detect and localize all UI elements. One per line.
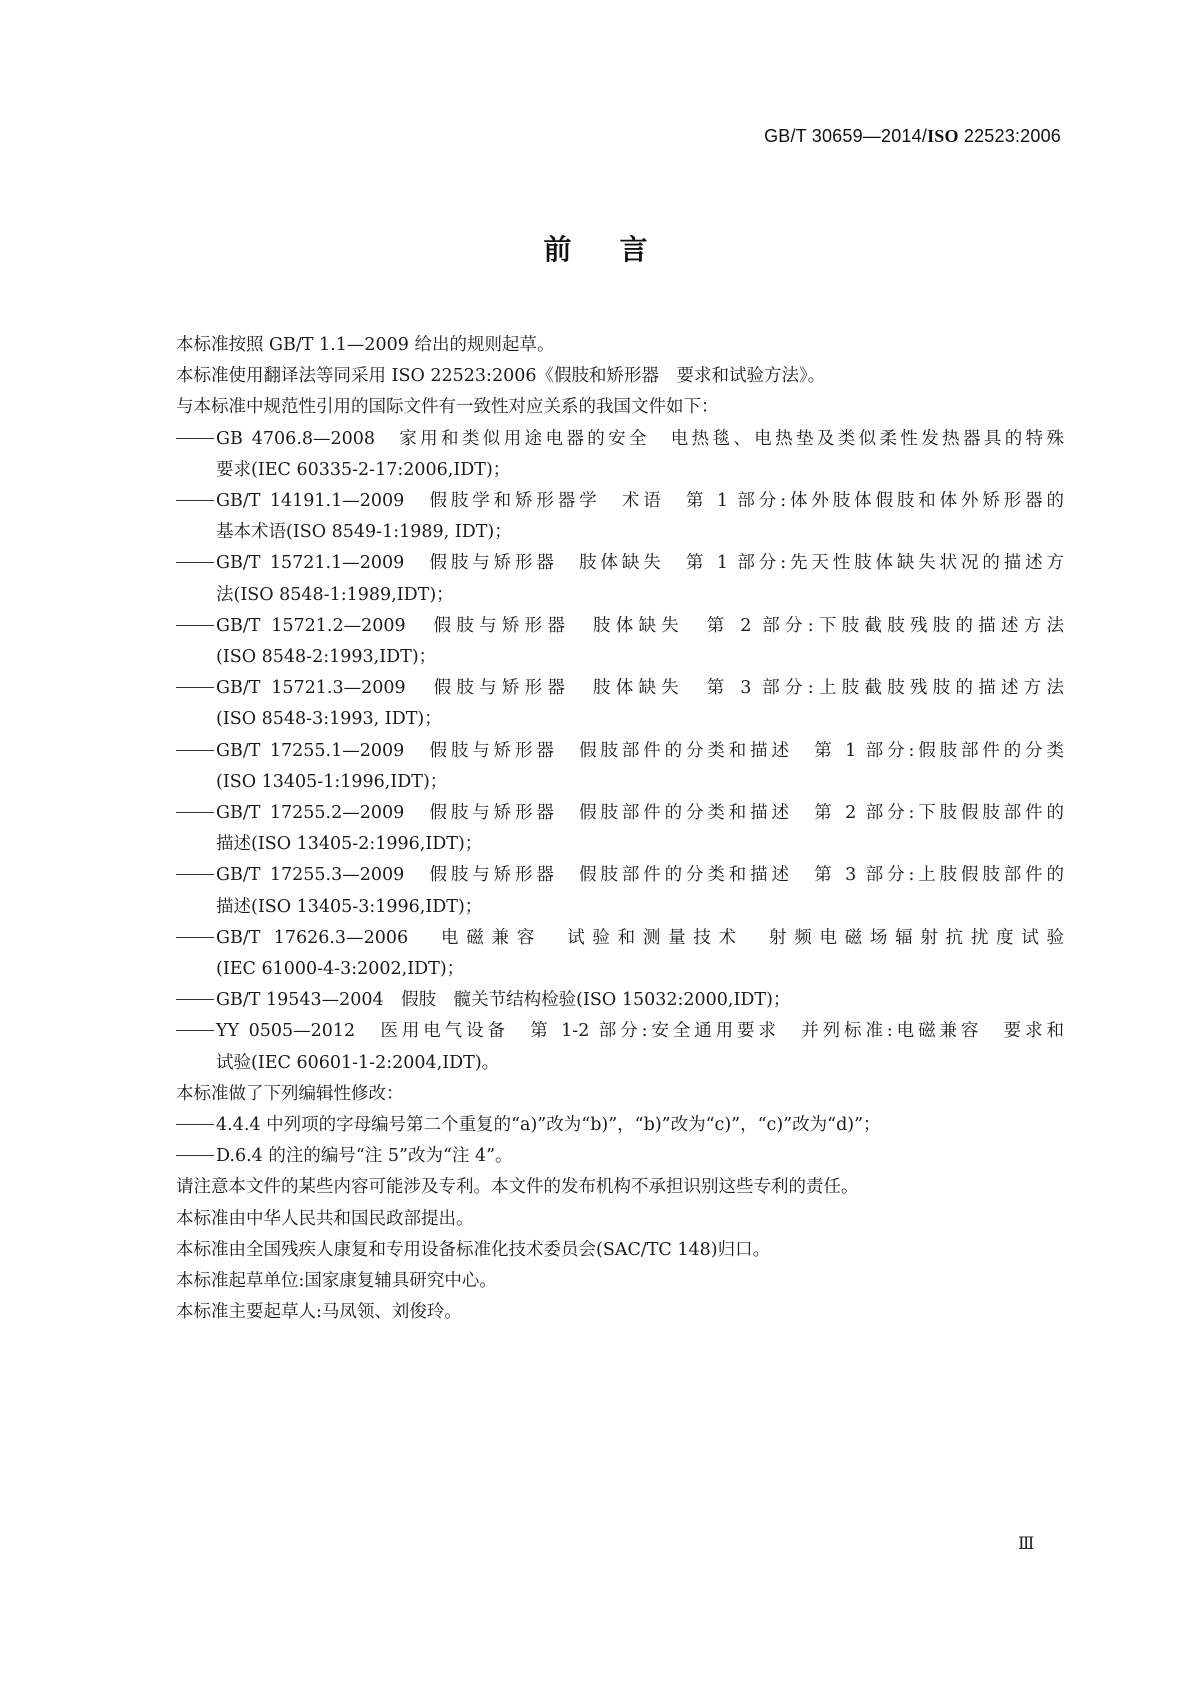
- dash-marker: [176, 563, 216, 564]
- reference-title: GB/T 15721.1—2009 假肢与矫形器 肢体缺失 第 1 部分:先天性肢体缺失状况的描述方: [216, 553, 1064, 574]
- dash-marker: [176, 1031, 216, 1032]
- patent-notice: 请注意本文件的某些内容可能涉及专利。本文件的发布机构不承担识别这些专利的责任。: [176, 1177, 859, 1198]
- reference-continuation: 试验(IEC 60601-1-2:2004,IDT)。: [216, 1052, 500, 1073]
- reference-continuation: 要求(IEC 60335-2-17:2006,IDT)；: [216, 459, 511, 480]
- intro-paragraph: 与本标准中规范性引用的国际文件有一致性对应关系的我国文件如下：: [176, 397, 719, 418]
- page-title: 前言: [543, 233, 696, 266]
- committee-statement: 本标准由全国残疾人康复和专用设备标准化技术委员会(SAC/TC 148)归口。: [176, 1239, 771, 1260]
- dash-marker: [176, 813, 216, 814]
- reference-item: [176, 860, 1064, 922]
- editorial-change-item: [176, 1110, 1064, 1141]
- reference-continuation: (IEC 61000-4-3:2002,IDT)；: [216, 959, 465, 980]
- dash-marker: [176, 688, 216, 689]
- editorial-intro: 本标准做了下列编辑性修改：: [176, 1083, 404, 1104]
- dash-marker: [176, 1125, 216, 1126]
- dash-marker: [176, 626, 216, 627]
- reference-title: GB/T 14191.1—2009 假肢学和矫形器学 术语 第 1 部分:体外肢体假肢和体外矫形器的: [216, 491, 1064, 512]
- drafting-unit-statement: 本标准起草单位:国家康复辅具研究中心。: [176, 1271, 497, 1292]
- reference-continuation: (ISO 8548-3:1993, IDT)；: [216, 709, 442, 730]
- dash-marker: [176, 439, 216, 440]
- reference-item: [176, 1016, 1064, 1078]
- reference-item: [176, 923, 1064, 985]
- standard-code-iso: ISO: [927, 126, 959, 146]
- reference-item: [176, 548, 1064, 610]
- intro-paragraph: 本标准使用翻译法等同采用 ISO 22523:2006《假肢和矫形器 要求和试验方法》。: [176, 366, 826, 387]
- editorial-change-list: [176, 1110, 1064, 1172]
- reference-title: GB/T 17626.3—2006 电磁兼容 试验和测量技术 射频电磁场辐射抗扰度试验: [216, 927, 1064, 948]
- reference-item: [176, 798, 1064, 860]
- reference-continuation: 描述(ISO 13405-2:1996,IDT)；: [216, 834, 483, 855]
- proposer-statement: 本标准由中华人民共和国民政部提出。: [176, 1208, 474, 1229]
- reference-title: YY 0505—2012 医用电气设备 第 1-2 部分:安全通用要求 并列标准:电磁兼容 要求和: [216, 1021, 1064, 1042]
- reference-continuation: 基本术语(ISO 8549-1:1989, IDT)；: [216, 522, 512, 543]
- dash-marker: [176, 1156, 216, 1157]
- editorial-change-item: [176, 1141, 1064, 1172]
- dash-marker: [176, 751, 216, 752]
- dash-marker: [176, 1000, 216, 1001]
- reference-item: [176, 486, 1064, 548]
- reference-continuation: 描述(ISO 13405-3:1996,IDT)；: [216, 896, 483, 917]
- document-body: [176, 330, 1064, 1329]
- drafters-statement: 本标准主要起草人:马凤领、刘俊玲。: [176, 1302, 462, 1323]
- reference-item: [176, 673, 1064, 735]
- standard-code-suffix: 22523:2006: [958, 126, 1061, 146]
- dash-marker: [176, 501, 216, 502]
- reference-continuation: (ISO 13405-1:1996,IDT)；: [216, 771, 448, 792]
- reference-title: GB/T 19543—2004 假肢 髋关节结构检验(ISO 15032:2000,IDT)；: [216, 990, 791, 1011]
- reference-title: GB/T 15721.2—2009 假肢与矫形器 肢体缺失 第 2 部分:下肢截肢残肢的描述方法: [216, 615, 1064, 636]
- reference-title: GB/T 15721.3—2009 假肢与矫形器 肢体缺失 第 3 部分:上肢截肢残肢的描述方法: [216, 678, 1064, 699]
- editorial-change-text: 4.4.4 中列项的字母编号第二个重复的“a)”改为“b)”，“b)”改为“c)”，“c)”改为“d)”；: [216, 1115, 881, 1136]
- reference-title: GB/T 17255.1—2009 假肢与矫形器 假肢部件的分类和描述 第 1 部分:假肢部件的分类: [216, 740, 1064, 761]
- reference-item: [176, 736, 1064, 798]
- editorial-change-text: D.6.4 的注的编号“注 5”改为“注 4”。: [216, 1146, 513, 1167]
- reference-title: GB 4706.8—2008 家用和类似用途电器的安全 电热毯、电热垫及类似柔性发热器具的特殊: [216, 428, 1064, 449]
- reference-item: [176, 985, 1064, 1016]
- reference-list: [176, 424, 1064, 1079]
- reference-title: GB/T 17255.2—2009 假肢与矫形器 假肢部件的分类和描述 第 2 部分:下肢假肢部件的: [216, 803, 1064, 824]
- reference-item: [176, 611, 1064, 673]
- intro-paragraph: 本标准按照 GB/T 1.1—2009 给出的规则起草。: [176, 335, 555, 355]
- reference-item: [176, 424, 1064, 486]
- page-number: Ⅲ: [1018, 1534, 1035, 1554]
- dash-marker: [176, 875, 216, 876]
- reference-continuation: (ISO 8548-2:1993,IDT)；: [216, 647, 437, 668]
- standard-code-prefix: GB/T 30659—2014/: [764, 126, 928, 146]
- reference-title: GB/T 17255.3—2009 假肢与矫形器 假肢部件的分类和描述 第 3 部分:上肢假肢部件的: [216, 865, 1064, 886]
- standard-code-header: [764, 126, 1061, 147]
- dash-marker: [176, 938, 216, 939]
- reference-continuation: 法(ISO 8548-1:1989,IDT)；: [216, 584, 454, 605]
